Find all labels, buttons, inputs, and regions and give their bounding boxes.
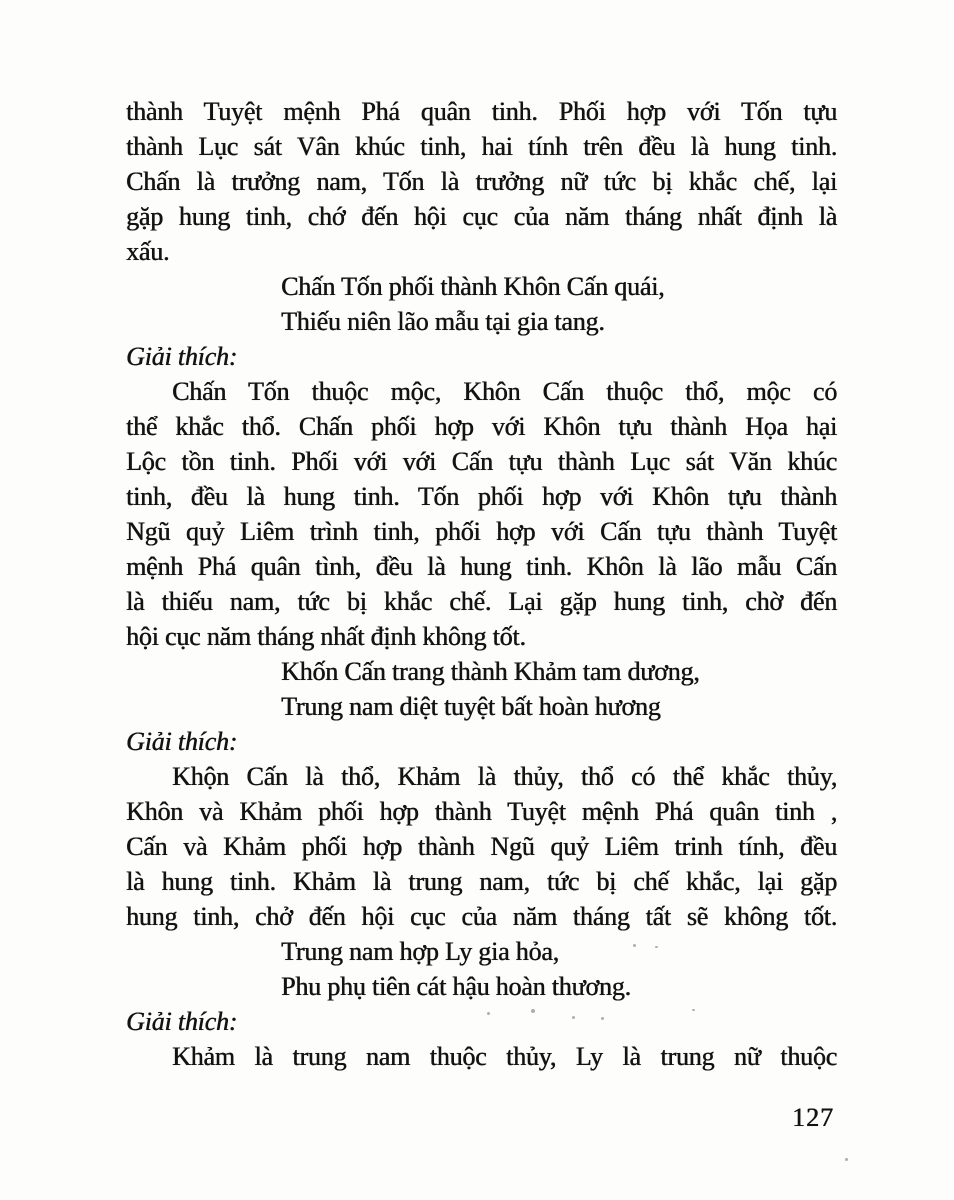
verse-line: Khốn Cấn trang thành Khảm tam dương, [281,657,700,686]
verse-line: Thiếu niên lão mẫu tại gia tang. [281,307,605,336]
body-text-line: Ngũ quỷ Liêm trình tinh, phối hợp với Cấn tựu thành Tuyệt [126,517,837,546]
verse-line: Trung nam diệt tuyệt bất hoàn hương [281,692,661,721]
body-text-line: thành Tuyệt mệnh Phá quân tinh. Phối hợp với Tốn tựu [126,97,837,126]
body-text-line: xấu. [126,237,170,266]
verse-line: Chấn Tốn phối thành Khôn Cấn quái, [281,272,665,301]
section-heading-explain: Giải thích: [126,1007,238,1036]
body-text-line: hung tinh, chở đến hội cục của năm tháng tất sẽ không tốt. [126,902,837,931]
verse-line: Phu phụ tiên cát hậu hoàn thương. [281,972,631,1001]
section-heading-explain: Giải thích: [126,342,238,371]
scan-noise-speck [633,944,636,947]
section-heading-explain: Giải thích: [126,727,238,756]
body-text-line: tinh, đều là hung tinh. Tốn phối hợp với Khôn tựu thành [126,482,837,511]
text-block [126,94,837,1074]
body-text-line: Cấn và Khảm phối hợp thành Ngũ quỷ Liêm trinh tính, đều [126,832,837,861]
body-text-line: thể khắc thổ. Chấn phối hợp với Khôn tựu thành Họa hại [126,412,837,441]
scan-noise-speck [692,1009,695,1011]
body-text-line: Khảm là trung nam thuộc thủy, Ly là trung nữ thuộc [172,1042,837,1071]
verse-3 [126,934,837,1004]
body-text-line: là thiếu nam, tức bị khắc chế. Lại gặp hung tinh, chờ đến [126,587,837,616]
body-text-line: Khôn và Khảm phối hợp thành Tuyệt mệnh Phá quân tinh , [126,797,837,826]
body-text-line: là hung tinh. Khảm là trung nam, tức bị chế khắc, lại gặp [126,867,837,896]
scan-noise-speck [601,1017,604,1020]
body-text-line: mệnh Phá quân tình, đều là hung tinh. Khôn là lão mẫu Cấn [126,552,837,581]
verse-2 [126,654,837,724]
paragraph-1 [126,94,837,269]
body-text-line: Lộc tồn tinh. Phối với với Cấn tựu thành Lục sát Văn khúc [126,447,837,476]
verse-1 [126,269,837,339]
page-number: 127 [792,1103,834,1132]
body-text-line: thành Lục sát Vân khúc tinh, hai tính trên đều là hung tinh. [126,132,837,161]
scan-noise-speck [572,1016,575,1019]
paragraph-3 [126,759,837,934]
scan-noise-speck [487,1012,490,1015]
body-text-line: Chấn là trưởng nam, Tốn là trưởng nữ tức bị khắc chế, lại [126,167,837,196]
body-text-line: gặp hung tinh, chớ đến hội cục của năm tháng nhất định là [126,202,837,231]
scan-noise-speck [655,946,658,948]
body-text-line: hội cục năm tháng nhất định không tốt. [126,622,526,651]
paragraph-2 [126,374,837,654]
scan-noise-speck [531,1009,535,1013]
paragraph-4 [126,1039,837,1074]
body-text-line: Chấn Tốn thuộc mộc, Khôn Cấn thuộc thổ, mộc có [172,377,837,406]
verse-line: Trung nam hợp Ly gia hỏa, [281,937,559,966]
scan-noise-speck [845,1158,848,1161]
body-text-line: Khộn Cấn là thổ, Khảm là thủy, thổ có thể khắc thủy, [172,762,837,791]
